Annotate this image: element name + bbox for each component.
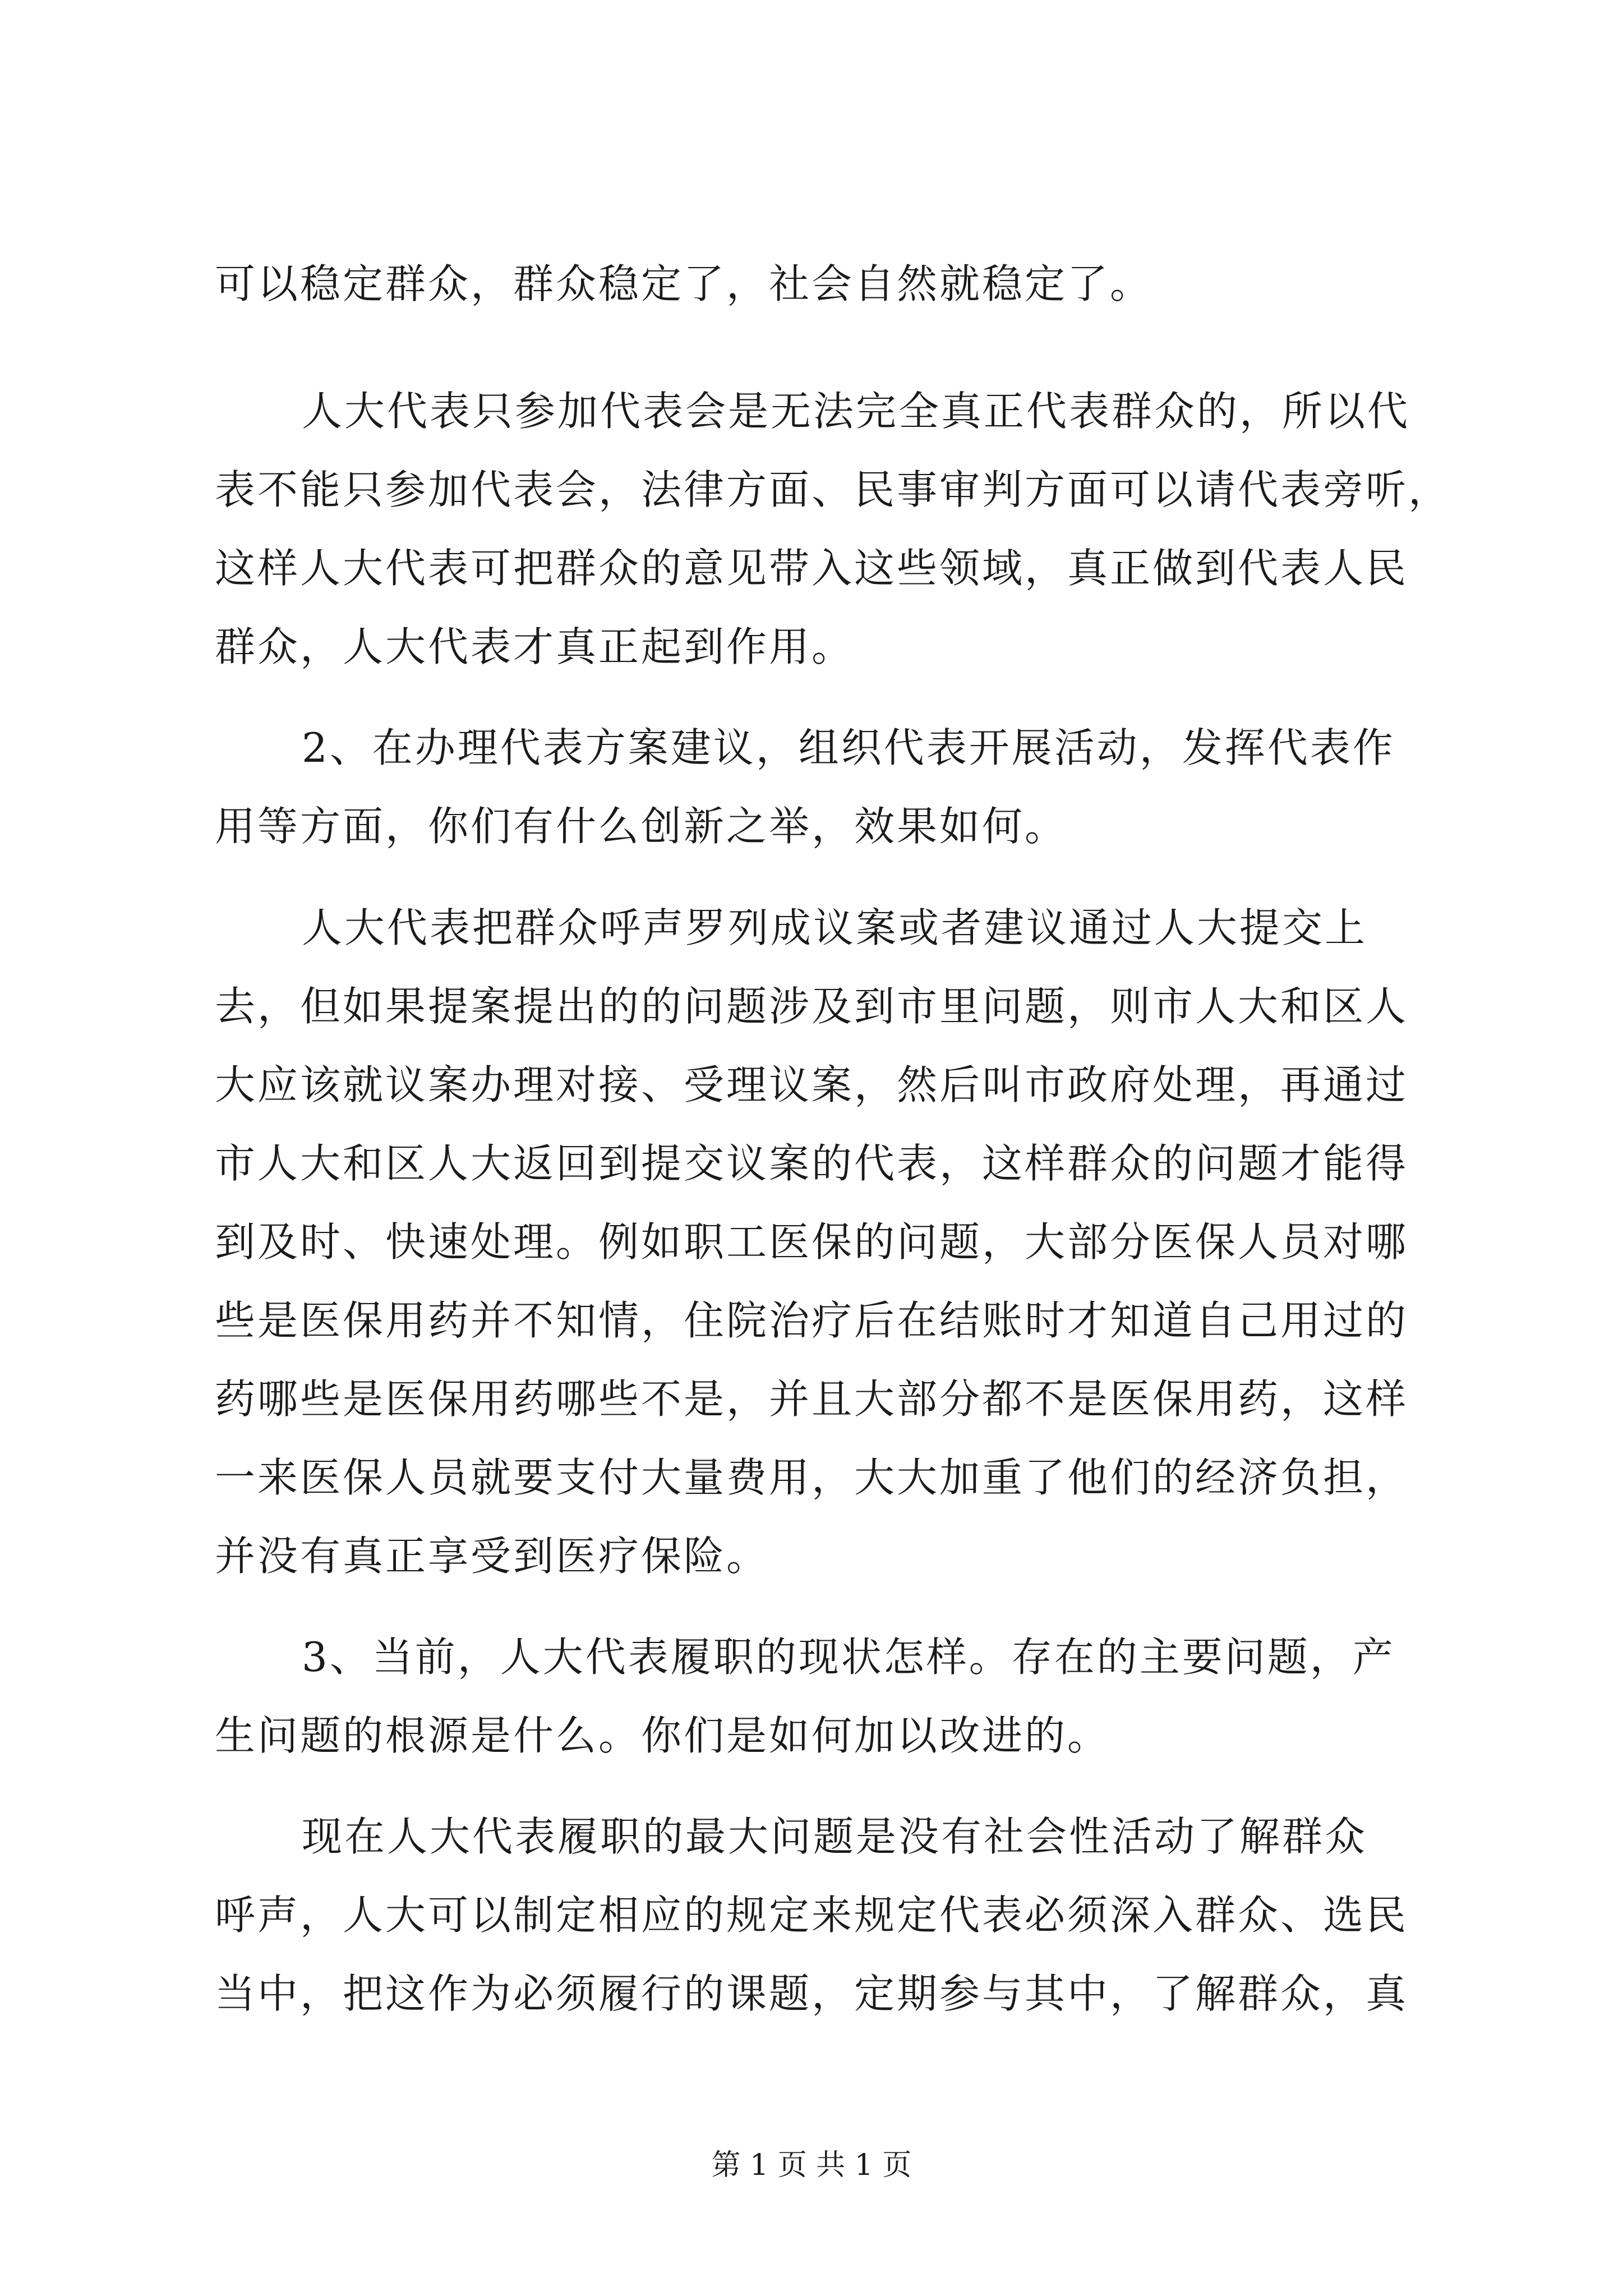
text-line: 人大代表只参加代表会是无法完全真正代表群众的，所以代 bbox=[302, 388, 1410, 435]
text-line: 3、当前，人大代表履职的现状怎样。存在的主要问题，产 bbox=[302, 1634, 1395, 1681]
text-line: 市人大和区人大返回到提交议案的代表，这样群众的问题才能得 bbox=[215, 1140, 1409, 1187]
text-line: 现在人大代表履职的最大问题是没有社会性活动了解群众 bbox=[302, 1813, 1368, 1860]
text-line: 呼声，人大可以制定相应的规定来规定代表必须深入群众、选民 bbox=[215, 1892, 1409, 1939]
text-line: 群众，人大代表才真正起到作用。 bbox=[215, 623, 855, 670]
text-line: 可以稳定群众，群众稳定了，社会自然就稳定了。 bbox=[215, 260, 1153, 307]
text-line: 生问题的根源是什么。你们是如何加以改进的。 bbox=[215, 1712, 1110, 1759]
text-line: 用等方面，你们有什么创新之举，效果如何。 bbox=[215, 803, 1068, 850]
text-line: 去，但如果提案提出的的问题涉及到市里问题，则市人大和区人 bbox=[215, 983, 1409, 1030]
text-line: 些是医保用药并不知情，住院治疗后在结账时才知道自己用过的 bbox=[215, 1297, 1409, 1344]
text-line: 并没有真正享受到医疗保险。 bbox=[215, 1533, 769, 1580]
text-line: 大应该就议案办理对接、受理议案，然后叫市政府处理，再通过 bbox=[215, 1061, 1409, 1108]
text-line: 这样人大代表可把群众的意见带入这些领域，真正做到代表人民 bbox=[215, 545, 1409, 592]
text-line: 人大代表把群众呼声罗列成议案或者建议通过人大提交上 bbox=[302, 904, 1368, 951]
text-line: 到及时、快速处理。例如职工医保的问题，大部分医保人员对哪 bbox=[215, 1218, 1409, 1266]
text-line: 药哪些是医保用药哪些不是，并且大部分都不是医保用药，这样 bbox=[215, 1375, 1409, 1423]
page-footer: 第 1 页 共 1 页 bbox=[711, 2148, 912, 2182]
text-line: 当中，把这作为必须履行的课题，定期参与其中，了解群众，真 bbox=[215, 1970, 1409, 2017]
text-line: 2、在办理代表方案建议，组织代表开展活动，发挥代表作 bbox=[302, 724, 1395, 771]
text-line: 一来医保人员就要支付大量费用，大大加重了他们的经济负担， bbox=[215, 1454, 1409, 1501]
text-line: 表不能只参加代表会，法律方面、民事审判方面可以请代表旁听， bbox=[215, 466, 1451, 513]
